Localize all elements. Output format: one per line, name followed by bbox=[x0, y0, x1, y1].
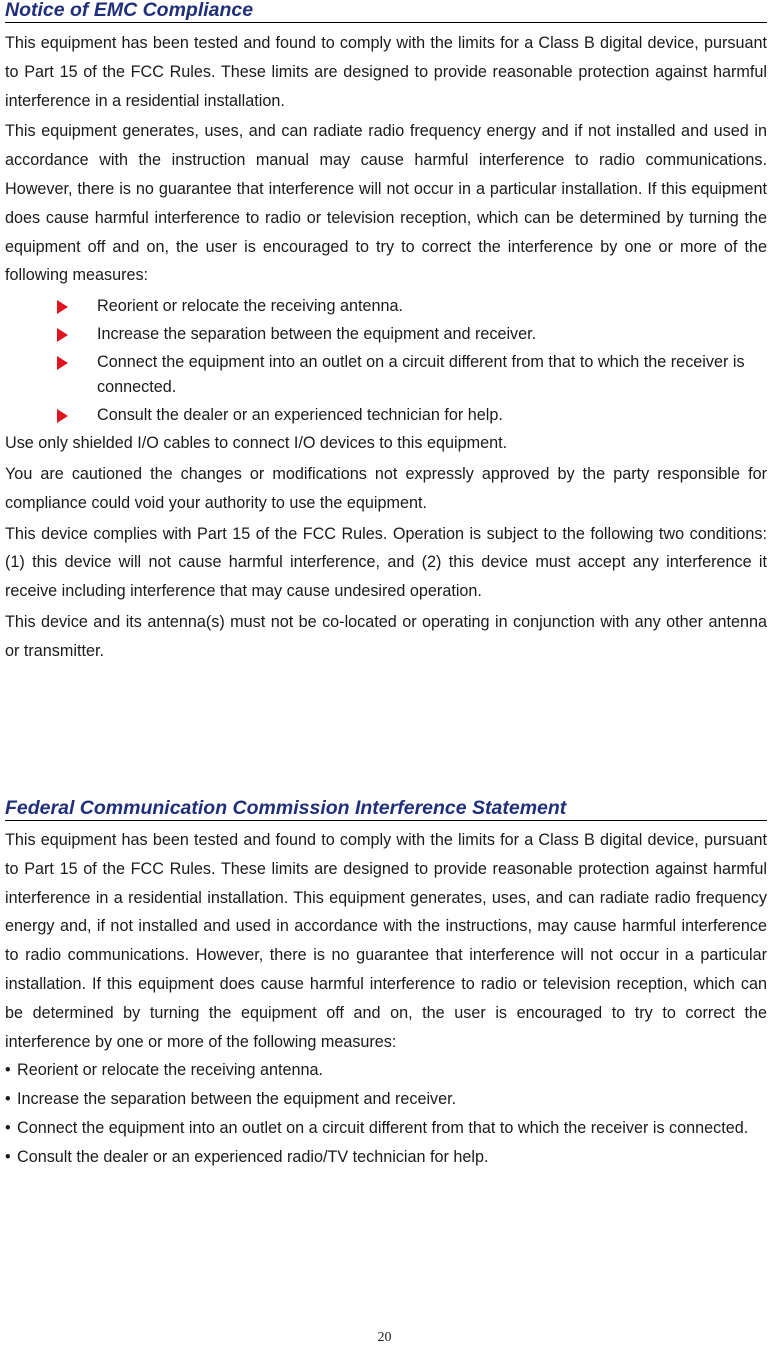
page-number: 20 bbox=[377, 1330, 392, 1345]
emc-paragraph-6: This device and its antenna(s) must not be co-located or operating in conjunction with any other antenna or transmitter. bbox=[5, 612, 767, 660]
emc-measures-list bbox=[5, 292, 767, 429]
measure-text: Reorient or relocate the receiving antenna. bbox=[97, 297, 403, 316]
document-page bbox=[5, 0, 767, 1166]
list-item bbox=[55, 401, 767, 429]
emc-paragraph-4: You are cautioned the changes or modifications not expressly approved by the party responsible for compliance could void your authority to use the equipment. bbox=[5, 464, 767, 512]
bullet-dot-icon: • bbox=[5, 1147, 11, 1166]
bullet-dot-icon: • bbox=[5, 1061, 11, 1080]
fcc-section-title: Federal Communication Commission Interference Statement bbox=[5, 798, 767, 821]
measure-text: Connect the equipment into an outlet on a circuit different from that to which the receiver is connected. bbox=[97, 353, 745, 397]
measure-text: Connect the equipment into an outlet on a circuit different from that to which the receiver is connected. bbox=[17, 1118, 749, 1137]
bullet-dot-icon: • bbox=[5, 1118, 11, 1137]
list-item bbox=[55, 348, 767, 401]
emc-compliance-section bbox=[5, 0, 767, 666]
measure-text: Consult the dealer or an experienced technician for help. bbox=[97, 406, 503, 425]
fcc-section-body bbox=[5, 826, 767, 1172]
list-item bbox=[55, 292, 767, 320]
emc-paragraph-2: This equipment generates, uses, and can radiate radio frequency energy and if not installed and used in accordance with the instruction manual may cause harmful interference to radio communications. However, there is no guarantee that interference will not occur in a particular installation. If this equipment does cause harmful interference to radio or television reception, which can be determined by turning the equipment off and on, the user is encouraged to try to correct the interference by one or more of the following measures: bbox=[5, 122, 767, 285]
list-item bbox=[5, 1114, 767, 1143]
emc-paragraph-5: This device complies with Part 15 of the FCC Rules. Operation is subject to the following two conditions: (1) this device will not cause harmful interference, and (2) this device must accept any interference it receive including interference that may cause undesired operation. bbox=[5, 524, 767, 601]
measure-text: Increase the separation between the equipment and receiver. bbox=[97, 325, 537, 344]
red-arrow-bullet-icon bbox=[57, 409, 68, 423]
list-item bbox=[5, 1056, 767, 1085]
measure-text: Consult the dealer or an experienced radio/TV technician for help. bbox=[17, 1147, 489, 1166]
bullet-dot-icon: • bbox=[5, 1090, 11, 1109]
measure-text: Increase the separation between the equipment and receiver. bbox=[17, 1090, 457, 1109]
emc-paragraph-1: This equipment has been tested and found to comply with the limits for a Class B digital device, pursuant to Part 15 of the FCC Rules. These limits are designed to provide reasonable protection against harmful interference in a residential installation. bbox=[5, 34, 767, 110]
red-arrow-bullet-icon bbox=[57, 356, 68, 370]
emc-section-title: Notice of EMC Compliance bbox=[5, 0, 767, 23]
emc-section-body bbox=[5, 29, 767, 666]
list-item bbox=[5, 1085, 767, 1114]
red-arrow-bullet-icon bbox=[57, 300, 68, 314]
emc-paragraph-3: Use only shielded I/O cables to connect I/O devices to this equipment. bbox=[5, 434, 508, 453]
fcc-paragraph-1: This equipment has been tested and found to comply with the limits for a Class B digital device, pursuant to Part 15 of the FCC Rules. These limits are designed to provide reasonable protection against harmful interference in a residential installation. This equipment generates, uses, and can radiate radio frequency energy and, if not installed and used in accordance with the instructions, may cause harmful interference to radio communications. However, there is no guarantee that interference will not occur in a particular installation. If this equipment does cause harmful interference to radio or television reception, which can be determined by turning the equipment off and on, the user is encouraged to try to correct the interference by one or more of the following measures: bbox=[5, 831, 767, 1051]
list-item bbox=[5, 1143, 767, 1172]
red-arrow-bullet-icon bbox=[57, 328, 68, 342]
fcc-statement-section bbox=[5, 798, 767, 1172]
measure-text: Reorient or relocate the receiving antenna. bbox=[17, 1061, 323, 1080]
fcc-measures-list bbox=[5, 1056, 767, 1171]
list-item bbox=[55, 320, 767, 348]
